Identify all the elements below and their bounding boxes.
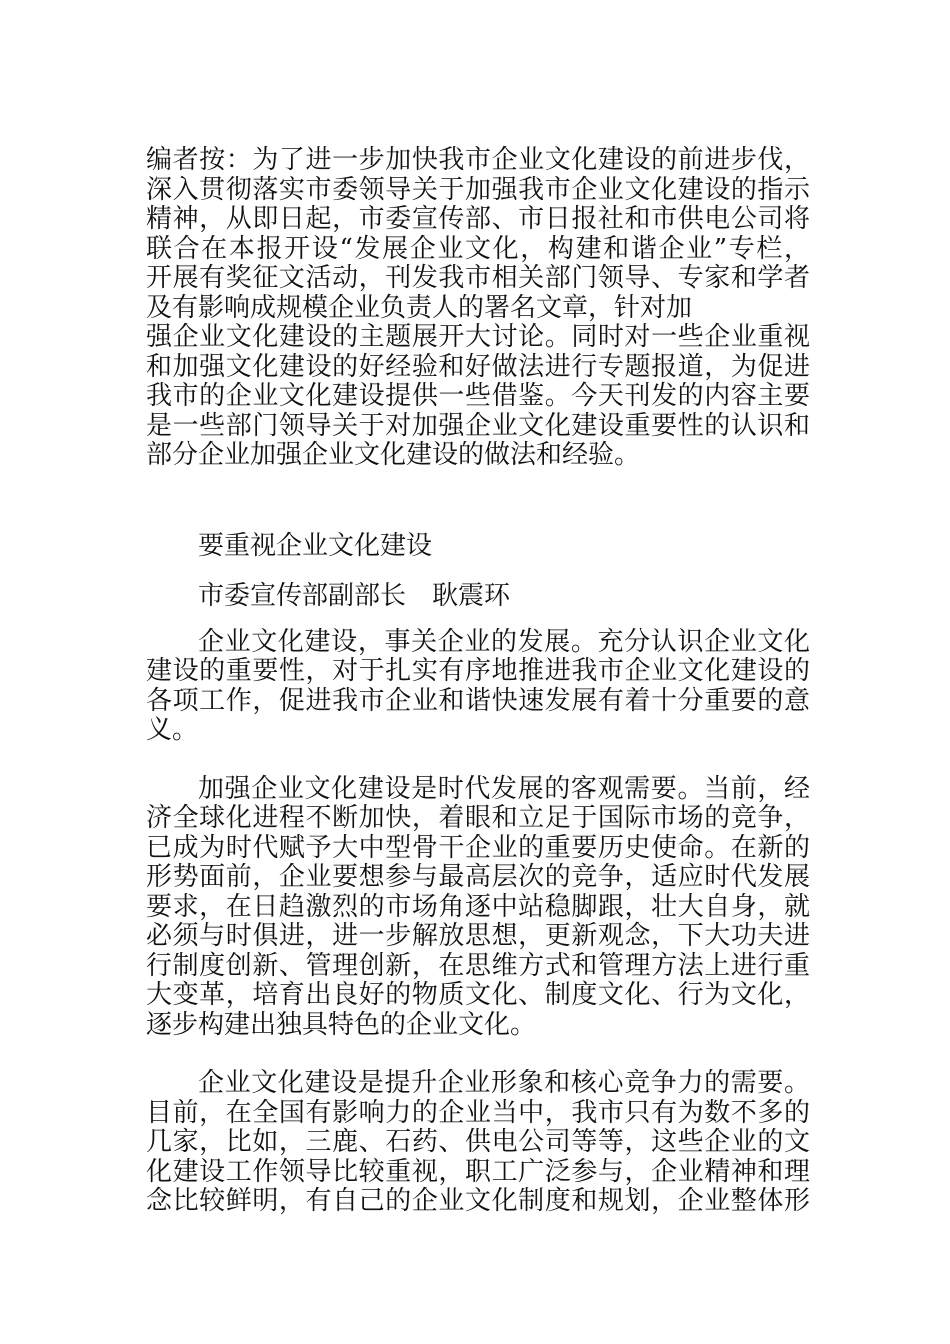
text-line: 必须与时俱进，进一步解放思想，更新观念，下大功夫进 [146, 921, 810, 951]
text-line: 大变革，培育出良好的物质文化、制度文化、行为文化， [146, 980, 810, 1010]
text-line: 形势面前，企业要想参与最高层次的竞争，适应时代发展 [146, 862, 810, 892]
article-byline [146, 582, 810, 612]
text-line: 加强企业文化建设是时代发展的客观需要。当前，经 [198, 773, 810, 804]
document-body [146, 146, 810, 1217]
text-line: 深入贯彻落实市委领导关于加强我市企业文化建设的指示 [146, 174, 810, 205]
text-line: 强企业文化建设的主题展开大讨论。同时对一些企业重视 [146, 322, 810, 352]
text-line: 各项工作，促进我市企业和谐快速发展有着十分重要的意 [146, 685, 810, 716]
text-line: 化建设工作领导比较重视，职工广泛参与，企业精神和理 [146, 1156, 810, 1187]
text-line: 联合在本报开设“发展企业文化，构建和谐企业”专栏， [146, 233, 810, 264]
text-line: 义。 [146, 715, 199, 745]
text-line: 编者按：为了进一步加快我市企业文化建设的前进步伐， [146, 145, 810, 175]
article-title [146, 532, 810, 562]
text-line: 行制度创新、管理创新，在思维方式和管理方法上进行重 [146, 950, 810, 981]
text-line: 建设的重要性，对于扎实有序地推进我市企业文化建设的 [146, 656, 810, 686]
text-line: 和加强文化建设的好经验和好做法进行专题报道，为促进 [146, 351, 810, 382]
paragraph-2 [146, 775, 810, 1041]
text-line: 企业文化建设，事关企业的发展。充分认识企业文化 [198, 626, 810, 657]
text-line: 逐步构建出独具特色的企业文化。 [146, 1009, 537, 1040]
title-line: 要重视企业文化建设 [198, 530, 433, 561]
paragraph-3 [146, 1069, 810, 1217]
paragraph-1 [146, 628, 810, 746]
editor-note [146, 146, 810, 471]
text-line: 开展有奖征文活动，刊发我市相关部门领导、专家和学者 [146, 263, 810, 293]
text-line: 目前，在全国有影响力的企业当中，我市只有为数不多的 [146, 1097, 810, 1128]
text-line: 部分企业加强企业文化建设的做法和经验。 [146, 440, 641, 470]
text-line: 及有影响成规模企业负责人的署名文章，针对加 [146, 292, 693, 323]
text-line: 企业文化建设是提升企业形象和核心竞争力的需要。 [198, 1068, 810, 1098]
byline-line: 市委宣传部副部长 耿震环 [198, 581, 511, 611]
text-line: 念比较鲜明，有自己的企业文化制度和规划，企业整体形 [146, 1186, 810, 1216]
text-line: 已成为时代赋予大中型骨干企业的重要历史使命。在新的 [146, 832, 810, 863]
text-line: 是一些部门领导关于对加强企业文化建设重要性的认识和 [146, 410, 810, 441]
text-line: 我市的企业文化建设提供一些借鉴。今天刊发的内容主要 [146, 381, 810, 411]
text-line: 要求，在日趋激烈的市场角逐中站稳脚跟，壮大自身，就 [146, 891, 810, 922]
text-line: 精神，从即日起，市委宣传部、市日报社和市供电公司将 [146, 204, 810, 234]
text-line: 济全球化进程不断加快，着眼和立足于国际市场的竞争， [146, 803, 810, 833]
text-line: 几家，比如，三鹿、石药、供电公司等等，这些企业的文 [146, 1127, 810, 1157]
